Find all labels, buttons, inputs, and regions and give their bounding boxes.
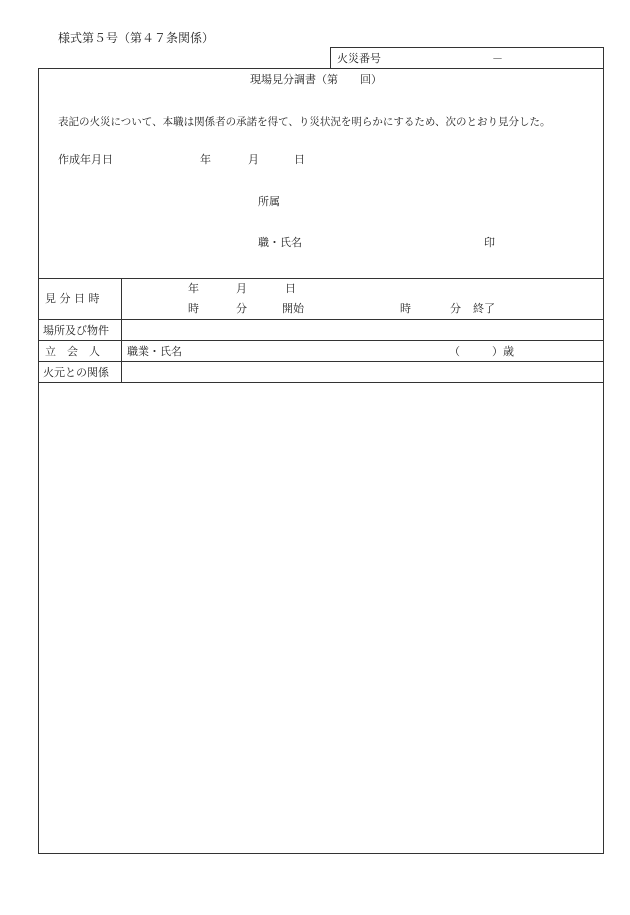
start-label: 開始: [282, 302, 304, 315]
start-hour: 時: [188, 302, 199, 315]
created-day: 日: [294, 153, 305, 166]
inspection-month: 月: [236, 282, 247, 295]
relation-label: 火元との関係: [43, 366, 109, 379]
witness-occupation-name: 職業・氏名: [127, 345, 182, 358]
document-title: 現場見分調書（第 回）: [250, 73, 382, 86]
statement-text: 表記の火災について、本職は関係者の承諾を得て、り災状況を明らかにするため、次のとおり見分した。: [58, 116, 551, 128]
seal-mark: 印: [484, 236, 495, 249]
official-name-label: 職・氏名: [258, 236, 302, 249]
created-year: 年: [200, 153, 211, 166]
row-line-1: [38, 319, 604, 320]
row-line-3: [38, 361, 604, 362]
start-minute: 分: [236, 302, 247, 315]
affiliation-label: 所属: [258, 195, 280, 208]
end-label: 終了: [473, 302, 495, 315]
fire-number-dash: －: [492, 52, 503, 65]
age-open: （: [449, 345, 460, 358]
form-frame: [38, 68, 604, 854]
label-column-divider: [121, 278, 122, 382]
table-top-line: [38, 278, 604, 279]
row-line-4: [38, 382, 604, 383]
end-hour: 時: [400, 302, 411, 315]
created-date-label: 作成年月日: [58, 153, 113, 166]
inspection-year: 年: [188, 282, 199, 295]
form-label: 様式第５号（第４７条関係）: [58, 31, 215, 45]
fire-number-label: 火災番号: [337, 52, 381, 65]
inspection-day: 日: [285, 282, 296, 295]
age-close: ）歳: [492, 345, 514, 358]
created-month: 月: [248, 153, 259, 166]
witness-label: 立 会 人: [45, 345, 100, 358]
row-line-2: [38, 340, 604, 341]
location-label: 場所及び物件: [43, 324, 109, 337]
end-minute: 分: [450, 302, 461, 315]
inspection-datetime-label: 見 分 日 時: [45, 292, 100, 305]
